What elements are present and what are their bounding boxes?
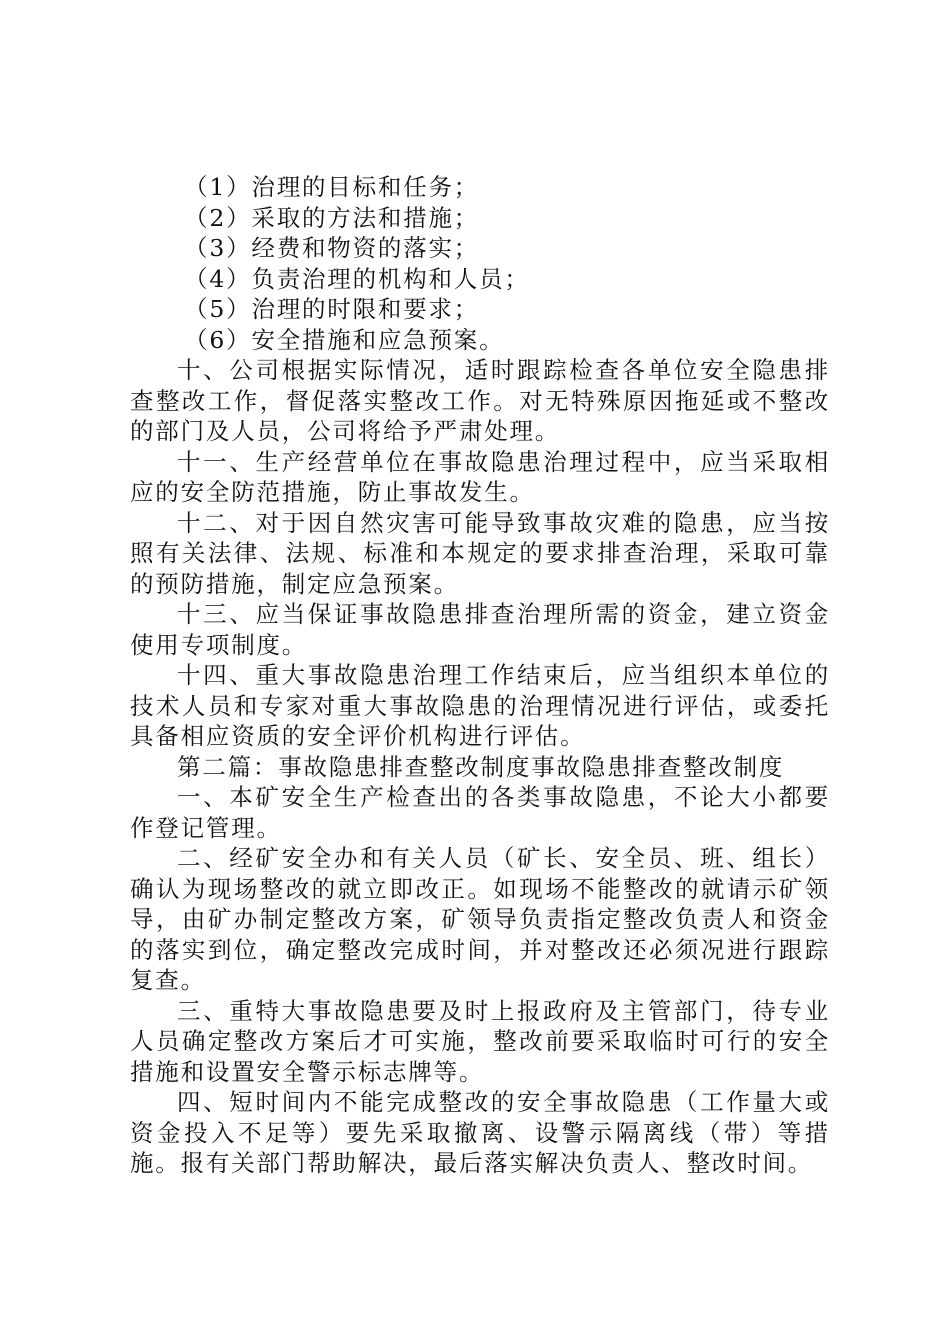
paragraph-14: 十四、重大事故隐患治理工作结束后，应当组织本单位的技术人员和专家对重大事故隐患的治理情况进行评估，或委托具备相应资质的安全评价机构进行评估。 bbox=[130, 661, 830, 750]
list-item-3: （3）经费和物资的落实； bbox=[184, 234, 480, 262]
paragraph-11: 十一、生产经营单位在事故隐患治理过程中，应当采取相应的安全防范措施，防止事故发生。 bbox=[130, 447, 830, 506]
section-heading: 第二篇：事故隐患排查整改制度事故隐患排查整改制度 bbox=[177, 752, 785, 781]
rule-2: 二、经矿安全办和有关人员（矿长、安全员、班、组长）确认为现场整改的就立即改正。如现场不能整改的就请示矿领导，由矿办制定整改方案，矿领导负责指定整改负责人和资金的落实到位，确定整改完成时间，并对整改还必须况进行跟踪复查。 bbox=[130, 844, 830, 994]
rule-3: 三、重特大事故隐患要及时上报政府及主管部门，待专业人员确定整改方案后才可实施，整改前要采取临时可行的安全措施和设置安全警示标志牌等。 bbox=[130, 996, 830, 1086]
paragraph-10: 十、公司根据实际情况，适时跟踪检查各单位安全隐患排查整改工作，督促落实整改工作。对无特殊原因拖延或不整改的部门及人员，公司将给予严肃处理。 bbox=[130, 356, 830, 445]
document-body bbox=[130, 172, 830, 1179]
rule-4: 四、短时间内不能完成整改的安全事故隐患（工作量大或资金投入不足等）要先采取撤离、设警示隔离线（带）等措施。报有关部门帮助解决，最后落实解决负责人、整改时间。 bbox=[130, 1088, 830, 1177]
list-item-4: （4）负责治理的机构和人员； bbox=[184, 264, 530, 293]
list-item-5: （5）治理的时限和要求； bbox=[184, 295, 480, 323]
paragraph-12: 十二、对于因自然灾害可能导致事故灾难的隐患，应当按照有关法律、法规、标准和本规定的要求排查治理，采取可靠的预防措施，制定应急预案。 bbox=[130, 508, 830, 598]
rule-1: 一、本矿安全生产检查出的各类事故隐患，不论大小都要作登记管理。 bbox=[130, 783, 830, 842]
list-item-6: （6）安全措施和应急预案。 bbox=[184, 325, 505, 354]
list-item-1: （1）治理的目标和任务； bbox=[184, 173, 480, 201]
list-item-2: （2）采取的方法和措施； bbox=[184, 203, 480, 232]
paragraph-13: 十三、应当保证事故隐患排查治理所需的资金，建立资金使用专项制度。 bbox=[130, 600, 830, 659]
